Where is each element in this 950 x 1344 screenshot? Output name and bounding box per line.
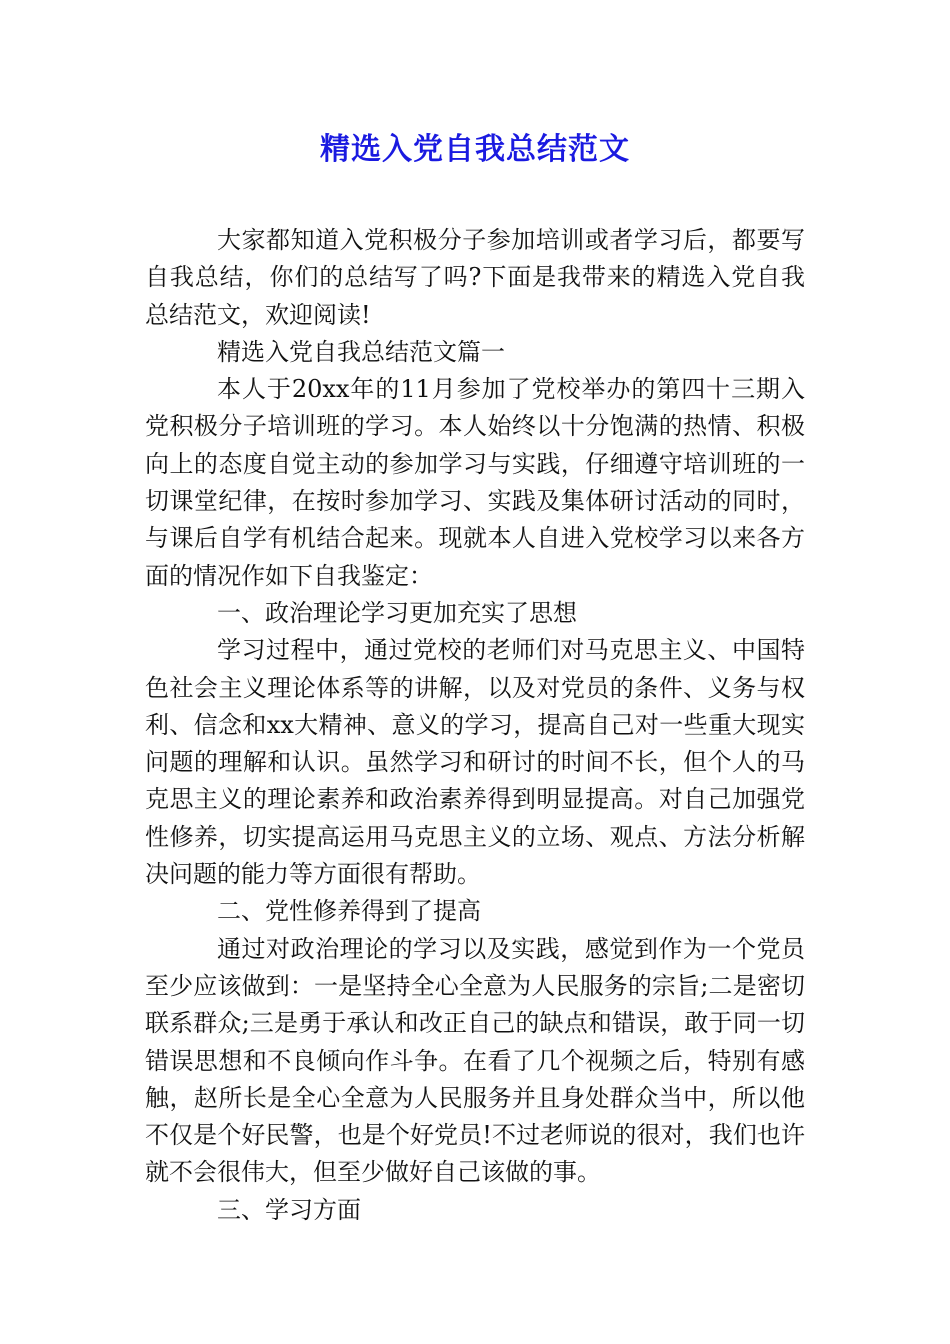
section-heading-study: 三、学习方面 [217,1195,361,1224]
section-heading-part-one: 精选入党自我总结范文篇一 [217,337,505,366]
document-title: 精选入党自我总结范文 [320,132,630,167]
body-paragraph: 学习过程中，通过党校的老师们对马克思主义、中国特色社会主义理论体系等的讲解，以及对党员的条件、义务与权利、信念和xx大精神、意义的学习，提高自己对一些重大现实问题的理解和认识。虽然学习和研讨的时间不长，但个人的马克思主义的理论素养和政治素养得到明显提高。对自己加强党性修养，切实提高运用马克思主义的立场、观点、方法分析解决问题的能力等方面很有帮助。 [145,636,805,889]
document-body [145,222,805,1229]
section-heading-politics: 一、政治理论学习更加充实了思想 [217,598,577,627]
section-heading-party-spirit: 二、党性修养得到了提高 [217,897,481,926]
intro-paragraph: 大家都知道入党积极分子参加培训或者学习后，都要写自我总结，你们的总结写了吗?下面是我带来的精选入党自我总结范文，欢迎阅读! [145,226,805,329]
body-paragraph: 通过对政治理论的学习以及实践，感觉到作为一个党员至少应该做到：一是坚持全心全意为人民服务的宗旨;二是密切联系群众;三是勇于承认和改正自己的缺点和错误，敢于同一切错误思想和不良倾向作斗争。在看了几个视频之后，特别有感触，赵所长是全心全意为人民服务并且身处群众当中，所以他不仅是个好民警，也是个好党员!不过老师说的很对，我们也许就不会很伟大，但至少做好自己该做的事。 [145,934,805,1187]
body-paragraph: 本人于20xx年的11月参加了党校举办的第四十三期入党积极分子培训班的学习。本人始终以十分饱满的热情、积极向上的态度自觉主动的参加学习与实践，仔细遵守培训班的一切课堂纪律，在按时参加学习、实践及集体研讨活动的同时，与课后自学有机结合起来。现就本人自进入党校学习以来各方面的情况作如下自我鉴定： [145,375,805,590]
